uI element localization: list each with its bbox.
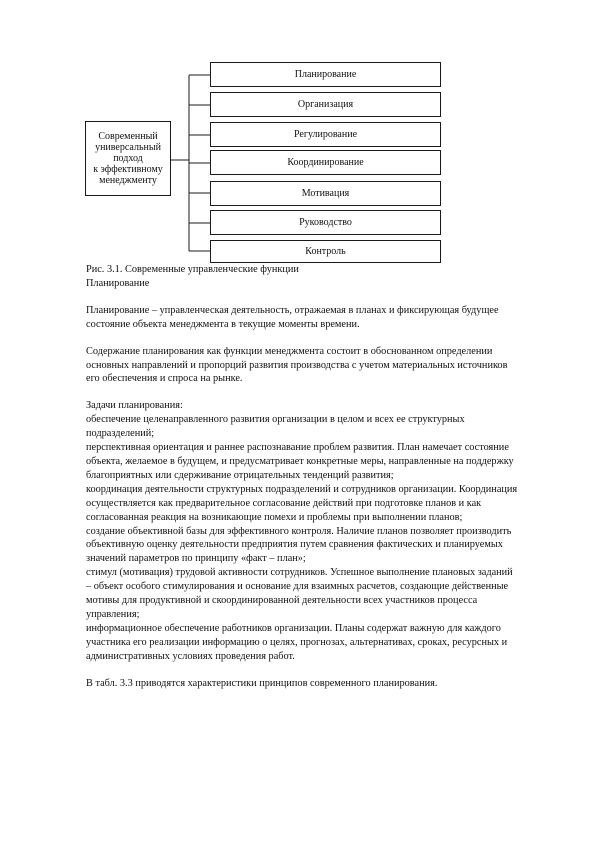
approach-label: Современный универсальный подход к эффективному менеджменту: [93, 131, 163, 186]
function-label: Руководство: [299, 217, 352, 228]
section-heading: Планирование: [86, 277, 150, 289]
function-label: Организация: [297, 99, 354, 110]
task-item: стимул (мотивация) трудовой активности сотрудников. Успешное выполнение плановых заданий – объект особого стимулирования и основание для взаимных расчетов, создающие действенные мотивы для продуктивной и скоординированной деятельности всех участников процесса управления;: [86, 567, 513, 620]
function-label: Мотивация: [301, 188, 350, 199]
function-motivation: [210, 181, 441, 206]
function-leadership: [210, 210, 441, 235]
function-regulation: [210, 122, 441, 147]
approach-node: [85, 121, 171, 196]
function-label: Регулирование: [293, 129, 358, 140]
function-control: [210, 240, 441, 263]
functions-diagram: [0, 0, 595, 262]
content-paragraph: Содержание планирования как функции менеджмента состоит в обоснованном определении основных направлений и пропорций развития производства с учетом материальных источников его обеспечения и спроса на рынке.: [86, 345, 508, 385]
function-label: Координирование: [287, 157, 364, 168]
figure-caption: Рис. 3.1. Современные управленческие функции: [86, 264, 299, 275]
function-label: Контроль: [305, 246, 346, 257]
document-body: [86, 263, 518, 690]
function-coordination: [210, 150, 441, 175]
function-planning: [210, 62, 441, 87]
tasks-title: Задачи планирования:: [86, 400, 183, 412]
task-item: создание объективной базы для эффективного контроля. Наличие планов позволяет производить объективную оценку деятельности предприятия путем сравнения фактических и планируемых значений параметров по принципу «факт – план»;: [86, 525, 512, 565]
task-item: координация деятельности структурных подразделений и сотрудников организации. Координация осуществляется как предварительное согласование действий при подготовке планов и как согласованная реакция на возникающие помехи и проблемы при выполнении планов;: [86, 483, 518, 523]
task-item: информационное обеспечение работников организации. Планы содержат важную для каждого участника его реализации информацию о целях, прогнозах, альтернативах, сроках, ресурсных и административных условиях проведения работ.: [86, 622, 508, 662]
definition-paragraph: Планирование – управленческая деятельность, отражаемая в планах и фиксирующая будущее состояние объекта менеджмента в текущие моменты времени.: [86, 304, 499, 330]
closing-paragraph: В табл. 3.3 приводятся характеристики принципов современного планирования.: [86, 677, 438, 689]
function-organization: [210, 92, 441, 117]
function-label: Планирование: [294, 69, 357, 80]
task-item: перспективная ориентация и раннее распознавание проблем развития. План намечает состояние объекта, желаемое в будущем, и предусматривает конкретные меры, направленные на поддержку благоприятных или сдерживание отрицательных тенденций развития;: [86, 442, 514, 481]
task-item: обеспечение целенаправленного развития организации в целом и всех ее структурных подразделений;: [86, 414, 465, 440]
